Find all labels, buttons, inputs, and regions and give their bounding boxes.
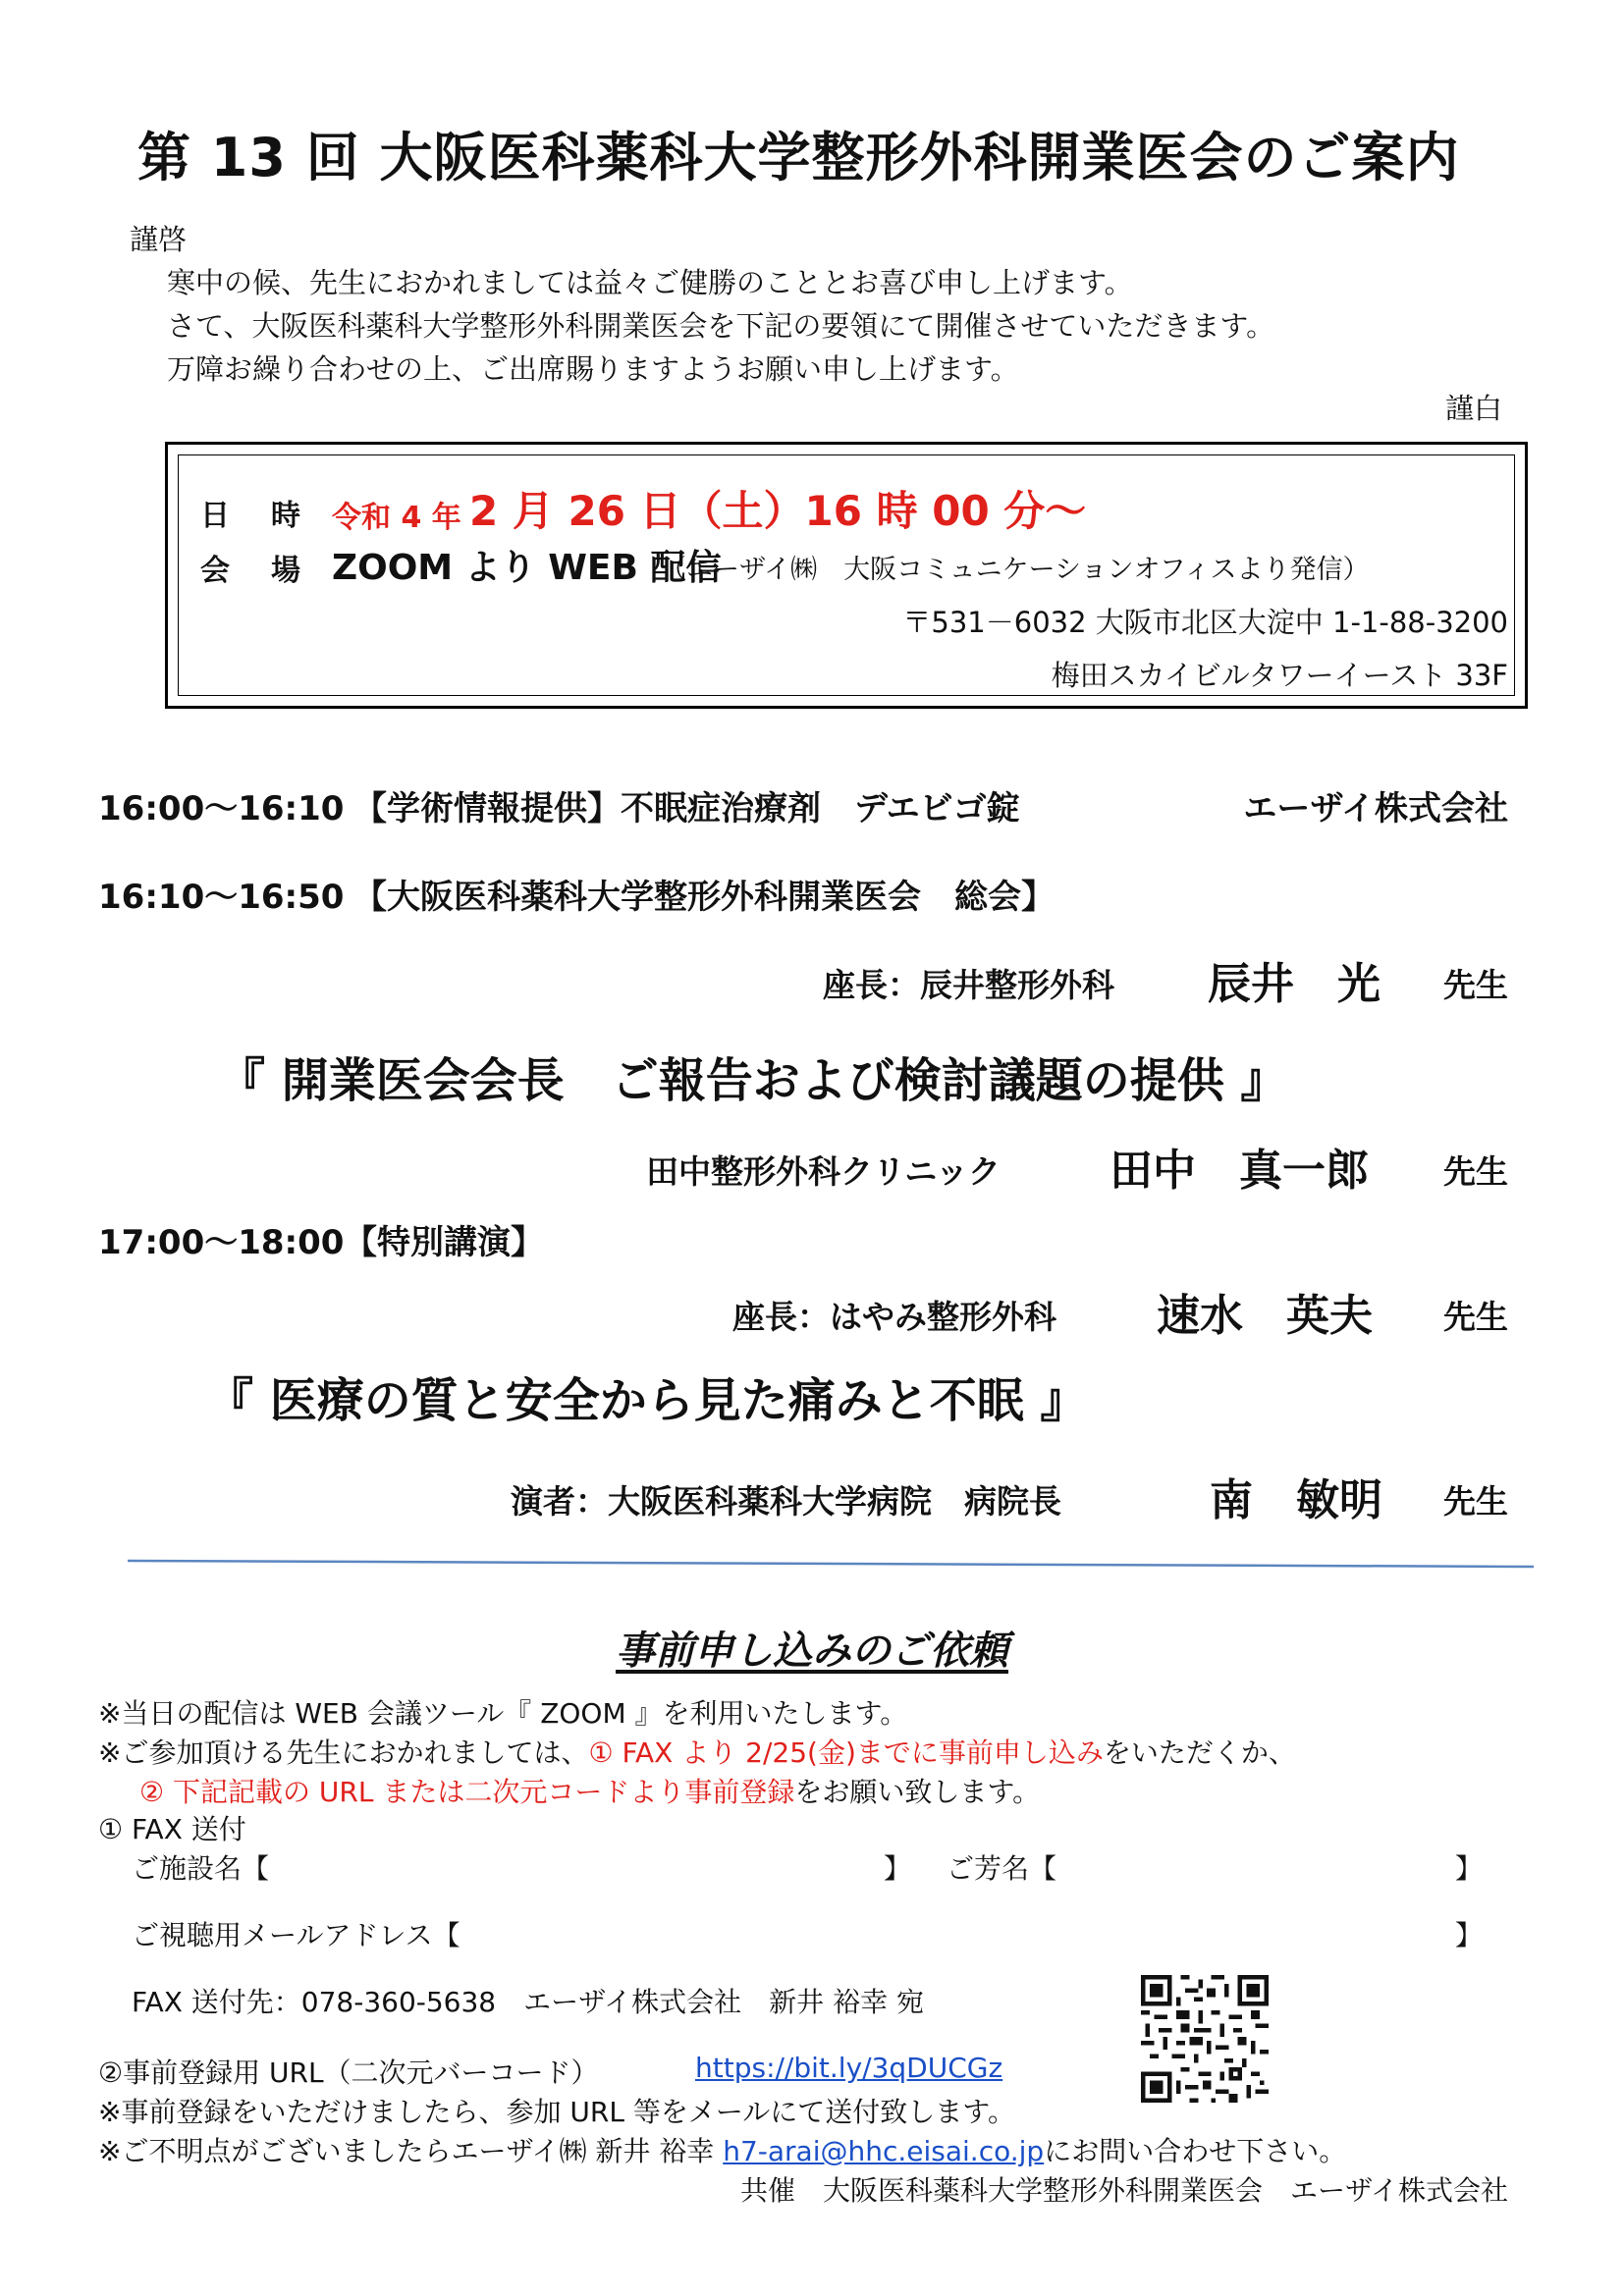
schedule-1-time: 16:00～16:10 [98,789,345,828]
contact-prefix: ※ご不明点がございましたらエーザイ㈱ 新井 裕幸 [98,2135,724,2167]
schedule-2-talk-title: 『 開業医会会長 ご報告および検討議題の提供 』 [218,1053,1288,1108]
venue-address: 〒531－6032 大阪市北区大淀中 1-1-88-3200 [902,606,1508,639]
schedule-1-company: エーザイ株式会社 [1243,789,1508,828]
registration-note-contact [98,2130,1346,2169]
fax-deadline-text: ① FAX より 2/25(金)までに事前申し込み [588,1736,1104,1769]
page-title: 第 13 回 大阪医科薬科大学整形外科開業医会のご案内 [137,127,1460,188]
greeting-line-3: 万障お繰り合わせの上、ご出席賜りますようお願い申し上げます。 [167,352,1019,386]
date-value: 2 月 26 日（土）16 時 00 分～ [469,487,1087,535]
venue-note: （エーザイ㈱ 大阪コミュニケーションオフィスより発信） [660,555,1370,585]
greeting-line-2: さて、大阪医科薬科大学整形外科開業医会を下記の要領にて開催させていただきます。 [167,309,1275,343]
greeting-opening: 謹啓 [130,223,188,256]
fax-recipient: FAX 送付先：078-360-5638 エーザイ株式会社 新井 裕幸 宛 [132,1986,924,2018]
venue-building: 梅田スカイビルタワーイースト 33F [1051,659,1508,692]
schedule-3-text: 【特別講演】 [344,1223,544,1262]
greeting-closing: 謹白 [1445,392,1503,425]
registration-note-online [139,1771,1040,1810]
section-divider [128,1559,1534,1569]
participation-prefix: ※ご参加頂ける先生におかれましては、 [98,1736,589,1769]
venue-value: ZOOM より WEB 配信 [332,548,722,588]
schedule-3-chair-label: 座長：はやみ整形外科 [732,1298,1056,1336]
schedule-3-talk-title: 『 医療の質と安全から見た痛みと不眠 』 [206,1373,1088,1428]
venue-label: 会 場 [200,554,306,588]
schedule-3-speaker-label: 演者：大阪医科薬科大学病院 病院長 [511,1482,1061,1521]
schedule-2-chair-label: 座長：辰井整形外科 [823,966,1114,1004]
facility-field-close: 】 [884,1852,912,1885]
name-field-label: ご芳名【 [947,1852,1057,1885]
date-label: 日 時 [200,499,306,533]
greeting-line-1: 寒中の候、先生におかれましては益々ご健勝のこととお喜び申し上げます。 [167,266,1133,299]
fax-section-heading: ① FAX 送付 [98,1813,246,1845]
schedule-1-text: 【学術情報提供】不眠症治療剤 デエビゴ錠 [353,789,1020,828]
online-registration-suffix: をお願い致します。 [794,1776,1041,1808]
facility-field-label: ご施設名【 [132,1852,270,1885]
email-field-label: ご視聴用メールアドレス【 [132,1919,460,1951]
online-registration-text: ② 下記記載の URL または二次元コードより事前登録 [139,1776,795,1808]
email-field-close: 】 [1455,1919,1484,1951]
schedule-3-chair-name: 速水 英夫 [1157,1291,1373,1341]
url-label: ②事前登録用 URL（二次元バーコード） [98,2056,599,2089]
date-era: 令和 4 年 [332,501,461,535]
registration-note-followup: ※事前登録をいただけましたら、参加 URL 等をメールにて送付致します。 [98,2096,1016,2128]
registration-title: 事前申し込みのご依頼 [616,1629,1008,1674]
registration-note-participation [98,1732,1296,1771]
schedule-3-time: 17:00～18:00 [98,1223,345,1262]
schedule-2-chair-honorific: 先生 [1443,966,1508,1004]
name-field-close: 】 [1455,1852,1484,1885]
schedule-2-speaker-honorific: 先生 [1443,1152,1508,1191]
schedule-2-chair-name: 辰井 光 [1208,959,1380,1009]
cohost-line: 共催 大阪医科薬科大学整形外科開業医会 エーザイ株式会社 [739,2174,1508,2207]
schedule-2-text: 【大阪医科薬科大学整形外科開業医会 総会】 [353,878,1055,917]
participation-suffix: をいただくか、 [1103,1736,1296,1769]
schedule-2-speaker-name: 田中 真一郎 [1110,1146,1369,1196]
schedule-3-speaker-name: 南 敏明 [1210,1475,1382,1525]
registration-note-zoom: ※当日の配信は WEB 会議ツール『 ZOOM 』を利用いたします。 [98,1697,908,1730]
contact-email-link[interactable]: h7-arai@hhc.eisai.co.jp [723,2135,1045,2167]
schedule-2-time: 16:10～16:50 [98,878,345,917]
schedule-3-speaker-honorific: 先生 [1443,1482,1508,1521]
registration-url-link[interactable]: https://bit.ly/3qDUCGz [695,2052,1003,2084]
schedule-3-chair-honorific: 先生 [1443,1298,1508,1336]
qr-code-icon [1141,1975,1269,2103]
contact-suffix: にお問い合わせ下さい。 [1044,2135,1347,2167]
schedule-2-speaker-affiliation: 田中整形外科クリニック [646,1152,1001,1191]
